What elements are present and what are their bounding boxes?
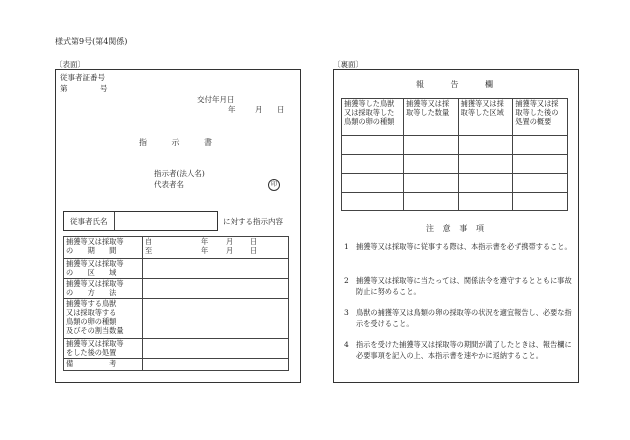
method-value[interactable] [143, 279, 289, 299]
species-label [64, 299, 143, 339]
note-text: 指示を受けた捕獲等又は採取等の期間が満了したときは、報告欄に必要事項を記入の上、本指示書を速やかに返納すること。 [356, 340, 572, 360]
cert-number-label: 従事者証番号 [60, 73, 105, 82]
report-cell[interactable] [342, 193, 404, 211]
report-title-char: 告 [450, 80, 459, 89]
issue-date-label: 交付年月日 [197, 95, 235, 104]
method-label [64, 279, 143, 299]
period-unit-day: 日 [250, 246, 258, 255]
report-cell[interactable] [404, 193, 459, 211]
report-title-char: 報 [416, 80, 424, 89]
period-unit-month: 月 [226, 246, 234, 255]
representative-label: 代表者名 [154, 180, 184, 189]
report-header-quantity: 捕獲等又は採取等した数量 [404, 99, 459, 136]
report-cell[interactable] [342, 174, 404, 193]
table-row [64, 259, 289, 279]
report-cell[interactable] [404, 174, 459, 193]
period-label-line: 捕獲等又は採取等 [66, 237, 124, 246]
report-row [342, 174, 568, 193]
note-text: 鳥獣の捕獲等又は鳥類の卵の採取等の状況を適宜報告し、必要な指示を受けること。 [356, 308, 572, 328]
table-row [64, 359, 289, 371]
report-cell[interactable] [342, 136, 404, 155]
back-side-label: 〔裏面〕 [333, 60, 363, 69]
period-from: 自 [145, 237, 153, 246]
species-label-line: 鳥類の卵の種類 [66, 317, 117, 326]
form-title: 様式第9号(第4関係) [55, 37, 128, 46]
method-label-line: の 方 法 [66, 288, 117, 297]
report-cell[interactable] [404, 136, 459, 155]
note-text: 捕獲等又は採取等に従事する際は、本指示書を必ず携帯すること。 [356, 242, 572, 251]
front-side-label: 〔表面〕 [55, 60, 85, 69]
worker-name-field[interactable] [63, 211, 218, 231]
period-unit-day: 日 [250, 237, 258, 246]
table-row [64, 299, 289, 339]
report-header-disposal: 捕獲等又は採取等した後の処置の概要 [513, 99, 568, 136]
issue-date-month: 月 [255, 105, 263, 114]
notes-title-char: 注 [426, 224, 434, 233]
remarks-label: 備 考 [64, 359, 143, 371]
table-row [64, 237, 289, 259]
seal-mark: 印 [268, 179, 280, 191]
notes-title-char: 意 [442, 224, 451, 233]
report-header-species: 捕獲等した鳥獣又は採取等した鳥類の卵の種類 [342, 99, 404, 136]
table-row [64, 339, 289, 359]
area-label-line: の 区 域 [66, 268, 117, 277]
instruction-title [139, 139, 212, 147]
note-number: 4 [344, 340, 349, 349]
issue-date-year: 年 [228, 105, 236, 114]
report-table [341, 98, 568, 211]
report-cell[interactable] [458, 174, 513, 193]
report-cell[interactable] [513, 193, 568, 211]
period-value[interactable] [143, 237, 289, 259]
period-unit-year: 年 [201, 237, 209, 246]
period-unit-month: 月 [226, 237, 234, 246]
species-label-line: 又は採取等する [66, 308, 117, 317]
notes-title-char: 事 [459, 224, 468, 233]
report-cell[interactable] [458, 136, 513, 155]
report-header-area: 捕獲等又は採取等した区域 [458, 99, 513, 136]
species-label-line: 及びその割当数量 [66, 326, 124, 335]
report-cell[interactable] [342, 155, 404, 174]
period-label-line: の 期 間 [66, 246, 117, 255]
instruction-suffix: に対する指示内容 [223, 217, 283, 226]
period-label [64, 237, 143, 259]
report-header-row [342, 99, 568, 136]
report-cell[interactable] [513, 136, 568, 155]
worker-name-divider [114, 212, 115, 230]
report-cell[interactable] [458, 193, 513, 211]
report-row [342, 193, 568, 211]
title-char: 指 [139, 138, 147, 147]
report-row [342, 136, 568, 155]
note-number: 3 [344, 308, 349, 317]
report-cell[interactable] [404, 155, 459, 174]
disposal-value[interactable] [143, 339, 289, 359]
area-label-line: 捕獲等又は採取等 [66, 259, 124, 268]
number-prefix: 第 [60, 84, 68, 93]
disposal-label-line: 捕獲等又は採取等 [66, 339, 124, 348]
period-to: 至 [145, 246, 153, 255]
report-cell[interactable] [513, 155, 568, 174]
note-number: 2 [344, 276, 349, 285]
period-unit-year: 年 [201, 246, 209, 255]
note-number: 1 [344, 242, 349, 251]
disposal-label-line: をした後の処置 [66, 348, 117, 357]
title-char: 書 [204, 138, 212, 147]
area-label [64, 259, 143, 279]
species-value[interactable] [143, 299, 289, 339]
method-label-line: 捕獲等又は採取等 [66, 279, 124, 288]
notes-title [426, 225, 484, 233]
disposal-label [64, 339, 143, 359]
issuer-label: 指示者(法人名) [154, 169, 205, 178]
report-title-char: 欄 [485, 80, 493, 89]
table-row [64, 279, 289, 299]
worker-name-label: 従事者氏名 [70, 217, 108, 226]
notes-title-char: 項 [475, 224, 484, 233]
issue-date-day: 日 [277, 105, 285, 114]
number-suffix: 号 [100, 84, 108, 93]
report-row [342, 155, 568, 174]
instruction-table [63, 236, 289, 371]
report-cell[interactable] [458, 155, 513, 174]
remarks-value[interactable] [143, 359, 289, 371]
area-value[interactable] [143, 259, 289, 279]
species-label-line: 捕獲等する鳥獣 [66, 299, 117, 308]
report-title [416, 81, 493, 89]
report-cell[interactable] [513, 174, 568, 193]
note-text: 捕獲等又は採取等に当たっては、関係法令を遵守するとともに事故防止に努めること。 [356, 276, 572, 296]
title-char: 示 [171, 138, 180, 147]
